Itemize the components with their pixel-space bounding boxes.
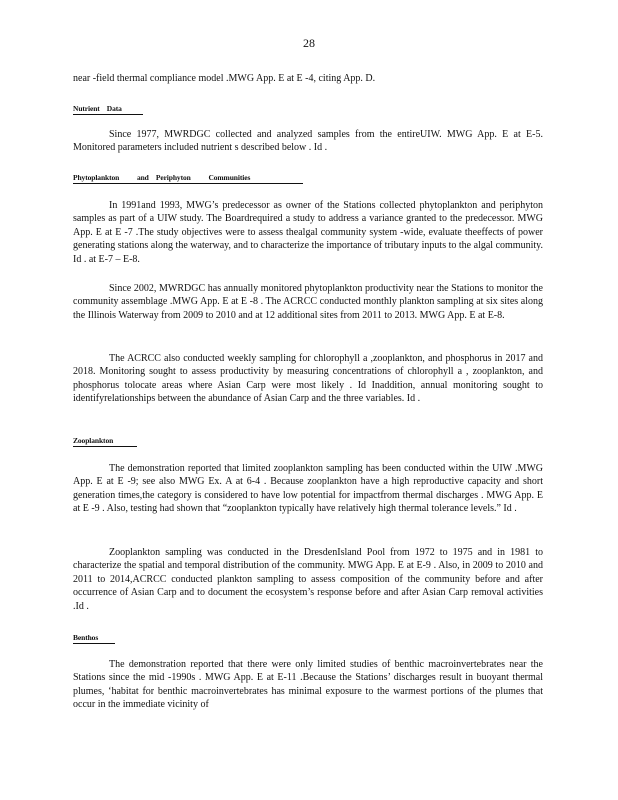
heading-nutrient-data: Nutrient Data <box>73 104 143 115</box>
paragraph-phyto-2: Since 2002, MWRDGC has annually monitored phytoplankton productivity near the Stations to monitor the community assemblage .MWG App. E at E -8 . The ACRCC conducted monthly plankton sampling at six sites along the Illinois Waterway from 2009 to 2010 and at 12 additional sites from 2011 to 2013. MWG App. E at E-8. <box>73 283 543 321</box>
paragraph-zoo-1: The demonstration reported that limited zooplankton sampling has been conducted within the UIW .MWG App. E at E -9; see also MWG Ex. A at 6-4 . Because zooplankton have a high reproductive capacity and short generation times,the category is considered to have low potential for impactfrom thermal discharges . MWG App. E at E -9 . Also, testing had shown that “zooplankton typically have relatively high thermal tolerance levels.” Id . <box>73 463 543 515</box>
paragraph-zoo-2: Zooplankton sampling was conducted in the DresdenIsland Pool from 1972 to 1975 and in 1981 to characterize the spatial and temporal distribution of the community. MWG App. E at E-9 . Also, in 2009 to 2010 and 2011 to 2014,ACRCC conducted plankton sampling to assess composition of the community before and after occurrence of Asian Carp and to document the ecosystem’s response before and after Asian Carp removal activities .Id . <box>73 547 543 612</box>
heading-phytoplankton-periphyton: Phytoplankton and Periphyton Communities <box>73 173 303 184</box>
heading-zooplankton: Zooplankton <box>73 436 137 447</box>
paragraph-phyto-3: The ACRCC also conducted weekly sampling for chlorophyll a ,zooplankton, and phosphorus in 2017 and 2018. Monitoring sought to assess productivity by measuring concentrations of chlorophyll a , zooplankton, and phosphorus tolocate areas where Asian Carp were most likely . Id Inaddition, annual monitoring sought to identifyrelationships between the abundance of Asian Carp and the three variables. Id . <box>73 353 543 405</box>
heading-benthos: Benthos <box>73 633 115 644</box>
paragraph-intro: near -field thermal compliance model .MWG App. E at E -4, citing App. D. <box>73 73 376 84</box>
paragraph-benthos: The demonstration reported that there were only limited studies of benthic macroinvertebrates near the Stations since the mid -1990s . MWG App. E at E-11 .Because the Stations’ discharges result in buoyant thermal plumes, ‘habitat for benthic macroinvertebrates has minimal exposure to the warmest portions of the plumes that occur in the immediate vicinity of <box>73 659 543 711</box>
page-number: 28 <box>303 36 315 50</box>
paragraph-phyto-1: In 1991and 1993, MWG’s predecessor as owner of the Stations collected phytoplankton and periphyton samples as part of a UIW study. The Boardrequired a study to address a variance granted to the predecessor. MWG App. E at E -7 .The study objectives were to assess thealgal community system -wide, evaluate theeffects of power generating stations along the waterway, and to characterize the importance of tributary inputs to the algal community. Id . at E-7 – E-8. <box>73 200 543 265</box>
paragraph-nutrient: Since 1977, MWRDGC collected and analyzed samples from the entireUIW. MWG App. E at E-5. Monitored parameters included nutrient s described below . Id . <box>73 129 543 154</box>
